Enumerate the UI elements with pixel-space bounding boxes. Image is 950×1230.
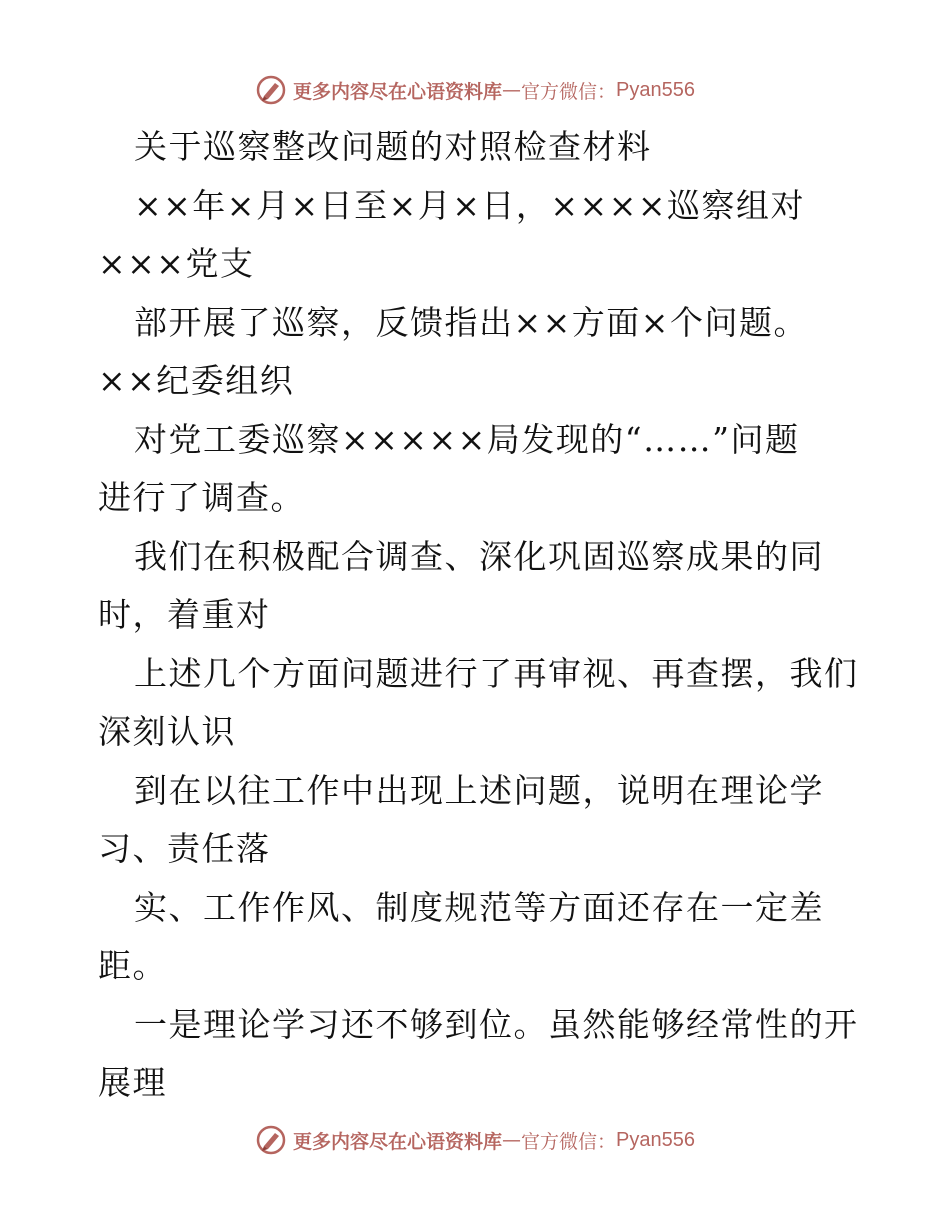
document-body — [98, 118, 858, 1113]
text-line: 对党工委巡察×××××局发现的“……”问题 — [134, 419, 800, 459]
text-line: 深刻认识 — [98, 712, 236, 751]
text-line: 展理 — [98, 1063, 167, 1102]
watermark-official-label: 官方微信： — [521, 80, 617, 103]
text-line: 一是理论学习还不够到位。虽然能够经常性的开 — [134, 1004, 859, 1044]
footer-watermark — [0, 1120, 950, 1160]
document-title: 关于巡察整改问题的对照检查材料 — [134, 127, 652, 166]
watermark-wechat-id: Pyan556 — [616, 78, 695, 101]
text-line: 部开展了巡察，反馈指出××方面×个问题。 — [134, 302, 808, 342]
pen-logo-icon — [255, 74, 287, 106]
watermark-dash: — — [502, 79, 522, 101]
watermark-wechat-id: Pyan556 — [616, 1128, 695, 1151]
text-line: ×××党支 — [98, 244, 255, 283]
watermark-text: 更多内容尽在心语资料库 — [293, 1130, 503, 1153]
text-line: ××纪委组织 — [98, 361, 295, 400]
watermark-dash: — — [502, 1129, 522, 1151]
header-watermark — [0, 70, 950, 110]
watermark-official-label: 官方微信： — [521, 1130, 617, 1153]
text-line: 距。 — [98, 946, 167, 985]
text-line: 实、工作作风、制度规范等方面还存在一定差 — [134, 887, 824, 927]
pen-logo-icon — [255, 1124, 287, 1156]
text-line: 到在以往工作中出现上述问题，说明在理论学 — [134, 770, 824, 810]
text-line: 时，着重对 — [98, 595, 271, 634]
text-line: 我们在积极配合调查、深化巩固巡察成果的同 — [134, 536, 824, 576]
text-line: 习、责任落 — [98, 829, 271, 868]
text-line: 上述几个方面问题进行了再审视、再查摆，我们 — [134, 653, 859, 693]
text-line: ××年×月×日至×月×日，××××巡察组对 — [134, 185, 806, 225]
watermark-text: 更多内容尽在心语资料库 — [293, 80, 503, 103]
text-line: 进行了调查。 — [98, 478, 305, 517]
